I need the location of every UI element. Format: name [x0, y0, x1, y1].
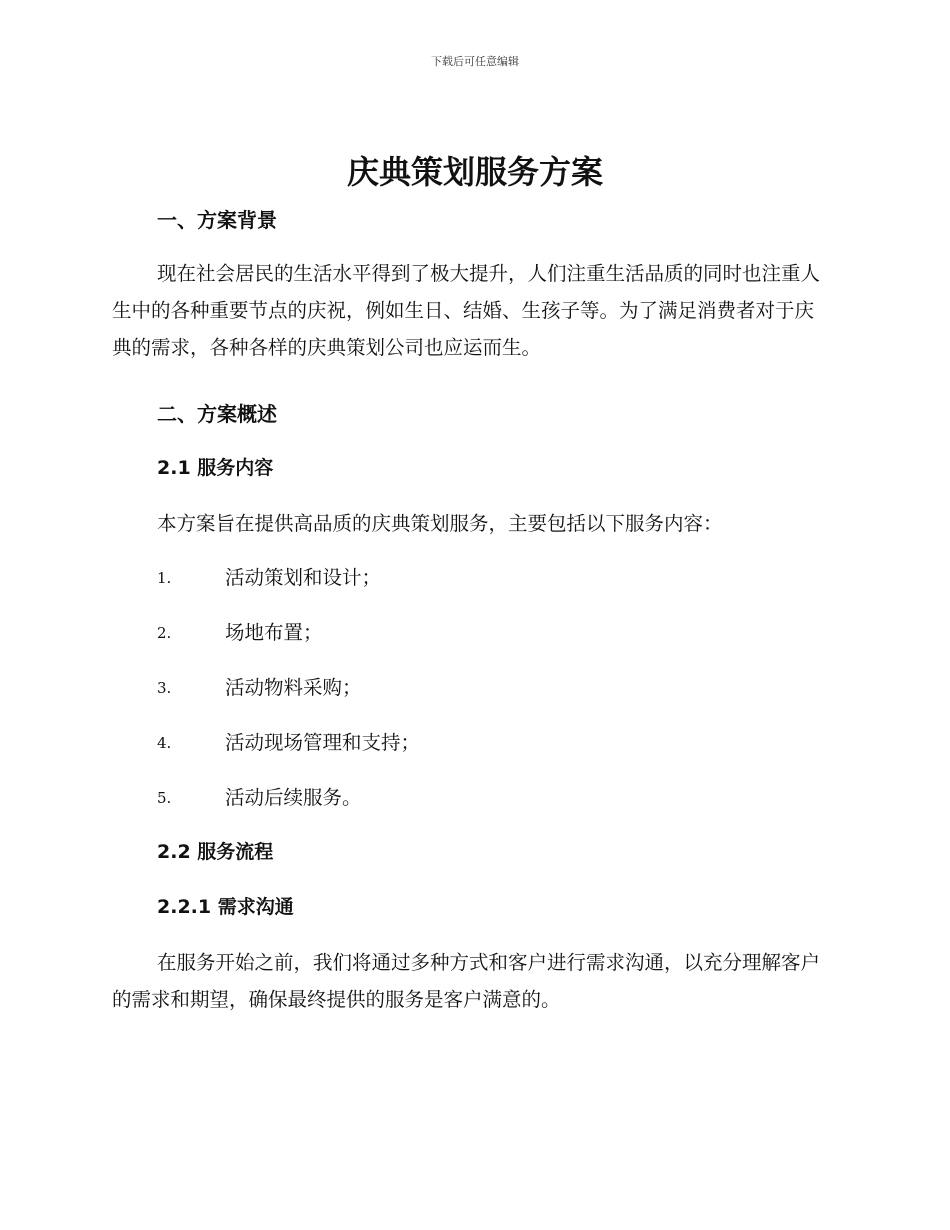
requirement-communication-paragraph-text: 在服务开始之前，我们将通过多种方式和客户进行需求沟通，以充分理解客户的需求和期望，确保最终提供的服务是客户满意的。 [112, 951, 821, 1011]
list-item-number: 2. [157, 624, 172, 642]
list-item-text: 活动物料采购； [225, 676, 362, 699]
list-item-text: 活动策划和设计； [225, 566, 382, 589]
list-item-number: 5. [157, 789, 172, 807]
requirement-communication-paragraph [112, 944, 832, 1018]
subsection-heading-service-process: 2.2 服务流程 [157, 841, 274, 863]
section-heading-overview: 二、方案概述 [157, 402, 277, 426]
subsection-heading-requirement-communication: 2.2.1 需求沟通 [157, 896, 294, 918]
background-paragraph-text: 现在社会居民的生活水平得到了极大提升，人们注重生活品质的同时也注重人生中的各种重要节点的庆祝，例如生日、结婚、生孩子等。为了满足消费者对于庆典的需求，各种各样的庆典策划公司也应运而生。 [112, 262, 821, 359]
list-item-number: 1. [157, 569, 172, 587]
page-header: 下载后可任意编辑 [431, 55, 519, 68]
list-item-text: 活动后续服务。 [225, 786, 362, 809]
list-item-text: 活动现场管理和支持； [225, 731, 421, 754]
list-item-number: 3. [157, 679, 172, 697]
service-content-intro: 本方案旨在提供高品质的庆典策划服务，主要包括以下服务内容： [157, 512, 723, 535]
subsection-heading-service-content: 2.1 服务内容 [157, 457, 274, 479]
document-title: 庆典策划服务方案 [346, 153, 603, 191]
list-item-number: 4. [157, 734, 172, 752]
section-heading-background: 一、方案背景 [157, 208, 277, 232]
background-paragraph [112, 255, 832, 366]
list-item-text: 场地布置； [225, 621, 323, 644]
